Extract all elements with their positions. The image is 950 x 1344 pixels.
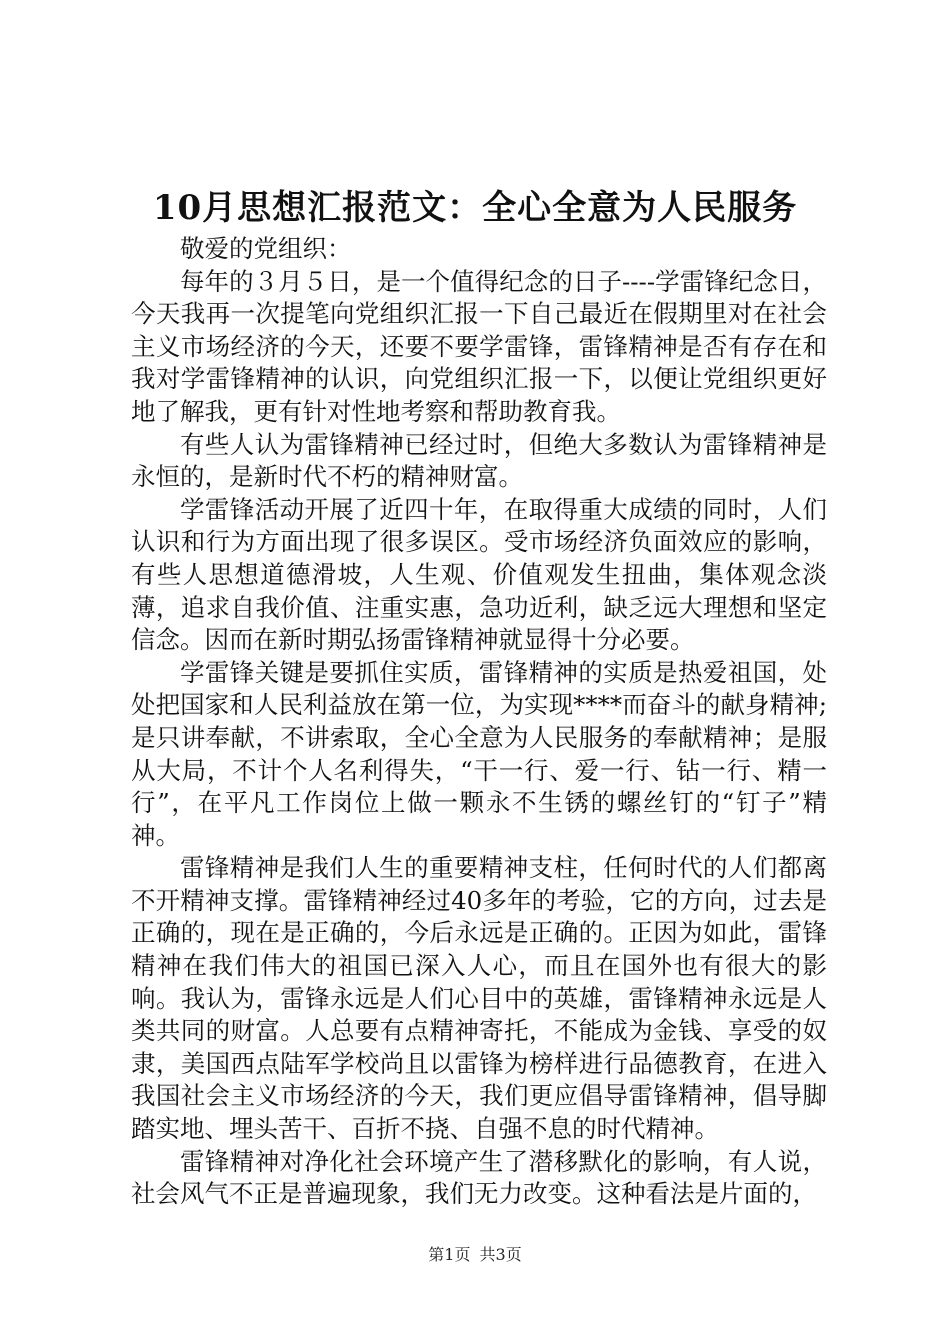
salutation: 敬爱的党组织： — [180, 234, 352, 263]
page-number: 第1页 — [428, 1245, 471, 1264]
page-footer — [0, 1244, 950, 1266]
document-body — [131, 233, 827, 1211]
page-total: 共3页 — [479, 1245, 522, 1264]
paragraph: 每年的３月５日，是一个值得纪念的日子----学雷锋纪念日，今天我再一次提笔向党组织汇报一下自己最近在假期里对在社会主义市场经济的今天，还要不要学雷锋，雷锋精神是否有存在和我对学雷锋精神的认识，向党组织汇报一下，以便让党组织更好地了解我，更有针对性地考察和帮助教育我。 — [131, 266, 827, 426]
document-title: 10月思想汇报范文：全心全意为人民服务 — [152, 188, 798, 228]
paragraph: 有些人认为雷锋精神已经过时，但绝大多数认为雷锋精神是永恒的，是新时代不朽的精神财富。 — [131, 429, 827, 492]
paragraph: 学雷锋活动开展了近四十年，在取得重大成绩的同时，人们认识和行为方面出现了很多误区。受市场经济负面效应的影响，有些人思想道德滑坡，人生观、价值观发生扭曲，集体观念淡薄，追求自我价值、注重实惠，急功近利，缺乏远大理想和坚定信念。因而在新时期弘扬雷锋精神就显得十分必要。 — [131, 494, 827, 655]
paragraph: 雷锋精神是我们人生的重要精神支柱，任何时代的人们都离不开精神支撑。雷锋精神经过40多年的考验，它的方向，过去是正确的，现在是正确的，今后永远是正确的。正因为如此，雷锋精神在我们伟大的祖国已深入人心，而且在国外也有很大的影响。我认为，雷锋永远是人们心目中的英雄，雷锋精神永远是人类共同的财富。人总要有点精神寄托，不能成为金钱、享受的奴隶，美国西点陆军学校尚且以雷锋为榜样进行品德教育，在进入我国社会主义市场经济的今天，我们更应倡导雷锋精神，倡导脚踏实地、埋头苦干、百折不挠、自强不息的时代精神。 — [131, 853, 827, 1144]
paragraph: 雷锋精神对净化社会环境产生了潜移默化的影响，有人说，社会风气不正是普遍现象，我们无力改变。这种看法是片面的， — [131, 1146, 827, 1209]
paragraph: 学雷锋关键是要抓住实质，雷锋精神的实质是热爱祖国，处处把国家和人民利益放在第一位，为实现****而奋斗的献身精神;是只讲奉献，不讲索取，全心全意为人民服务的奉献精神；是服从大局，不计个人名利得失，“干一行、爱一行、钻一行、精一行”，在平凡工作岗位上做一颗永不生锈的螺丝钉的“钉子”精神。 — [131, 657, 827, 850]
